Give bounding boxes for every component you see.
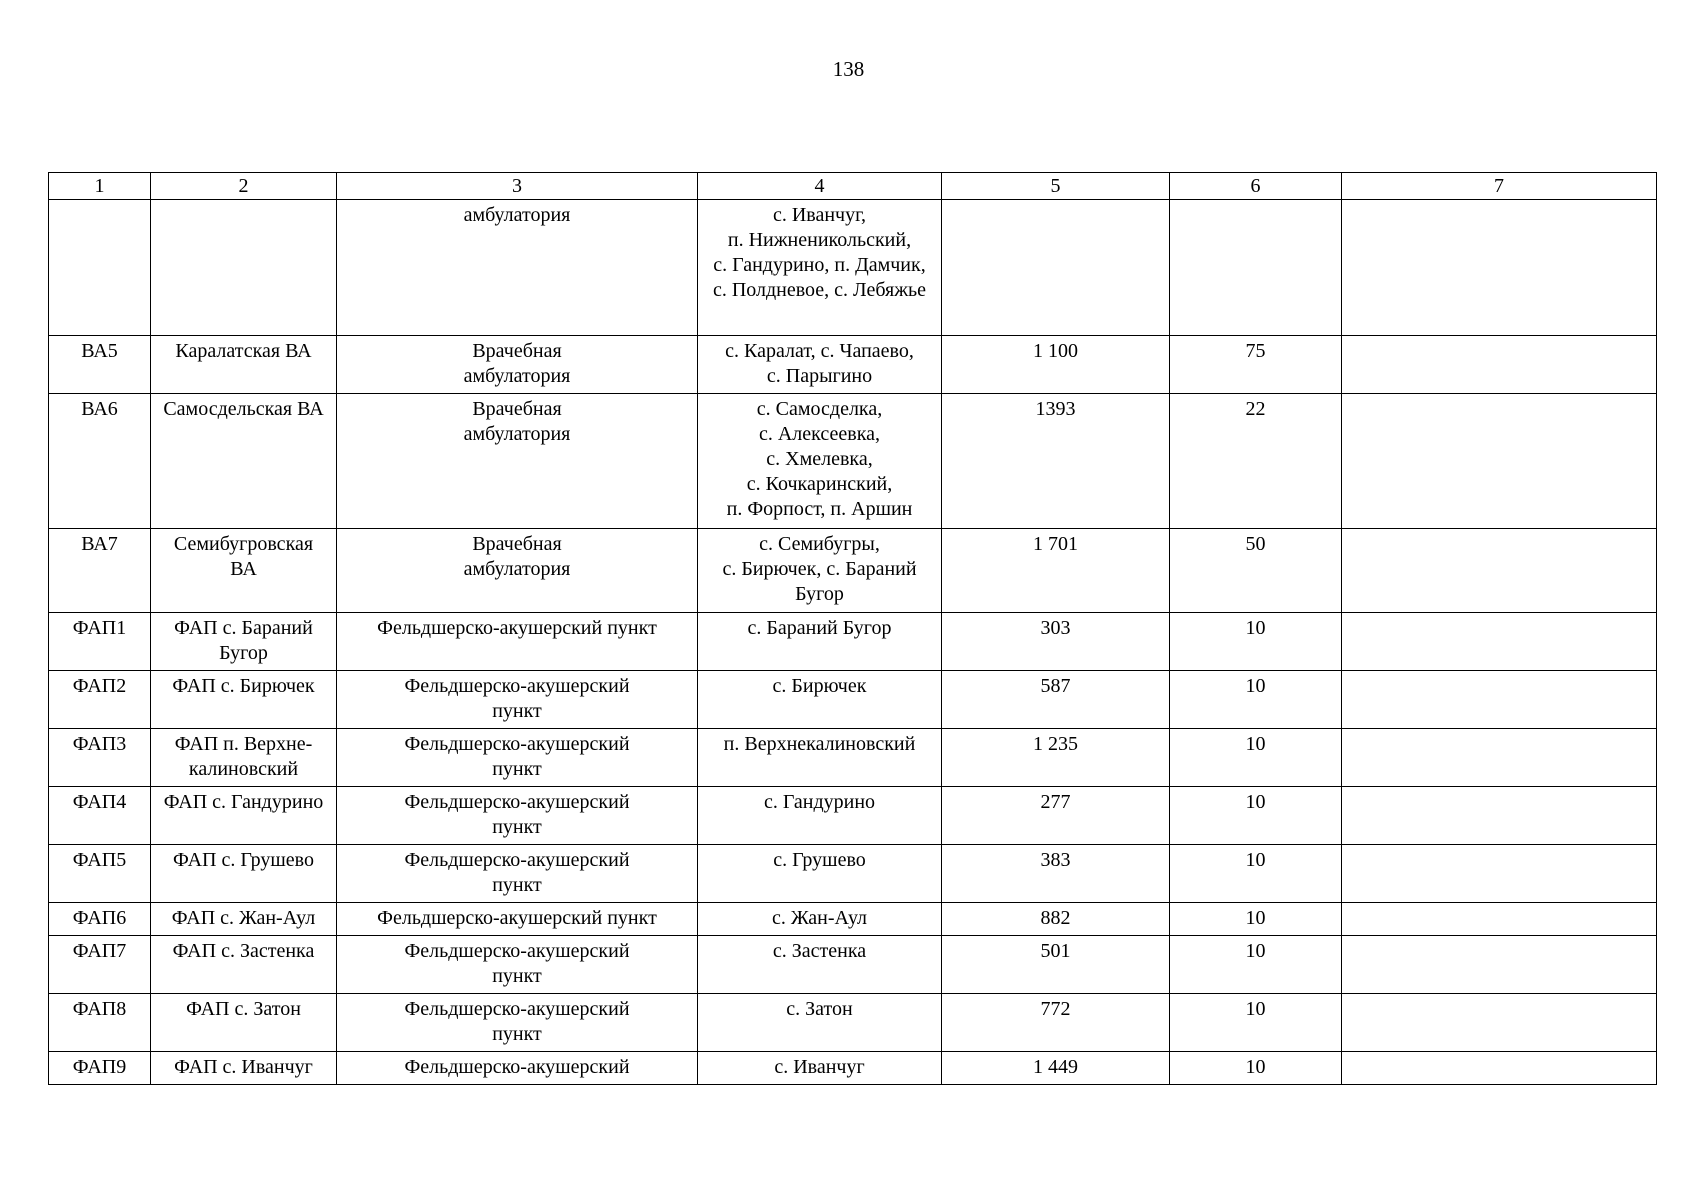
- table-cell: [698, 529, 942, 613]
- table-cell: [151, 336, 337, 394]
- table-cell: [151, 845, 337, 903]
- cell-text: 1 100: [1033, 340, 1078, 362]
- cell-text: Фельдшерско-акушерский пункт: [404, 791, 630, 838]
- table-cell: [1342, 936, 1657, 994]
- table-cell: [337, 394, 698, 529]
- table-cell: [1170, 903, 1342, 936]
- cell-text: ФАП3: [72, 733, 127, 755]
- cell-text: ФАП7: [72, 940, 127, 962]
- table-row: [49, 336, 1657, 394]
- table-cell: [151, 200, 337, 336]
- table-cell: [1342, 729, 1657, 787]
- table-cell: [1342, 671, 1657, 729]
- cell-text: Фельдшерско-акушерский пункт: [404, 998, 630, 1045]
- table-cell: [151, 1052, 337, 1085]
- table-cell: [698, 671, 942, 729]
- cell-text: 1393: [1035, 398, 1076, 420]
- table-cell: [942, 936, 1170, 994]
- cell-text: 10: [1245, 998, 1266, 1020]
- cell-text: п. Верхнекалиновский: [723, 733, 916, 755]
- table-cell: [337, 729, 698, 787]
- page-number: 138: [832, 57, 865, 81]
- table-cell: [151, 936, 337, 994]
- table-cell: [337, 994, 698, 1052]
- table-cell: [151, 394, 337, 529]
- table-cell: [1170, 729, 1342, 787]
- table-cell: [698, 845, 942, 903]
- table-cell: [942, 903, 1170, 936]
- cell-text: ВА6: [81, 398, 118, 420]
- column-header: 4: [698, 173, 942, 200]
- cell-text: 1 235: [1033, 733, 1078, 755]
- cell-text: ФАП с. Грушево: [173, 849, 314, 871]
- cell-text: ВА7: [81, 533, 118, 555]
- cell-text: с. Иванчуг, п. Нижненикольский, с. Гандурино, п. Дамчик, с. Полдневое, с. Лебяжье: [712, 204, 927, 301]
- cell-text: ФАП2: [72, 675, 127, 697]
- table-cell: [49, 200, 151, 336]
- table-cell: [1342, 394, 1657, 529]
- table-cell: [698, 1052, 942, 1085]
- table-cell: [1342, 200, 1657, 336]
- cell-text: с. Застенка: [772, 940, 867, 962]
- cell-text: 50: [1245, 533, 1266, 555]
- table-cell: [151, 613, 337, 671]
- table-cell: [1170, 336, 1342, 394]
- table-cell: [151, 671, 337, 729]
- table-cell: [49, 903, 151, 936]
- cell-text: ФАП п. Верхне- калиновский: [174, 733, 313, 780]
- table-cell: [151, 994, 337, 1052]
- table-cell: [1342, 613, 1657, 671]
- table-row: [49, 729, 1657, 787]
- table-cell: [337, 787, 698, 845]
- cell-text: Фельдшерско-акушерский пункт: [377, 617, 657, 639]
- table-cell: [1170, 845, 1342, 903]
- cell-text: Врачебная амбулатория: [463, 340, 571, 387]
- cell-text: Семибугровская ВА: [173, 533, 314, 580]
- cell-text: Фельдшерско-акушерский пункт: [404, 940, 630, 987]
- table-row: [49, 903, 1657, 936]
- table-cell: [1170, 1052, 1342, 1085]
- table-cell: [942, 845, 1170, 903]
- table-cell: [698, 729, 942, 787]
- table-cell: [1342, 994, 1657, 1052]
- column-header: 1: [49, 173, 151, 200]
- table-cell: [942, 1052, 1170, 1085]
- cell-text: 1 449: [1033, 1056, 1078, 1078]
- cell-text: Фельдшерско-акушерский пункт: [404, 675, 630, 722]
- cell-text: 1 701: [1033, 533, 1078, 555]
- cell-text: ФАП с. Затон: [186, 998, 301, 1020]
- table-cell: [698, 613, 942, 671]
- table-cell: [151, 787, 337, 845]
- cell-text: Фельдшерско-акушерский пункт: [404, 733, 630, 780]
- cell-text: 10: [1245, 1056, 1266, 1078]
- table-cell: [698, 200, 942, 336]
- table-cell: [942, 394, 1170, 529]
- table-row: [49, 613, 1657, 671]
- cell-text: 587: [1040, 675, 1071, 697]
- table-cell: [1170, 936, 1342, 994]
- cell-text: с. Гандурино: [763, 791, 876, 813]
- cell-text: ФАП с. Гандурино: [163, 791, 324, 813]
- cell-text: с. Грушево: [773, 849, 866, 871]
- cell-text: ФАП5: [72, 849, 127, 871]
- column-header: 3: [337, 173, 698, 200]
- table-cell: [1170, 613, 1342, 671]
- table-cell: [337, 936, 698, 994]
- table-cell: [942, 671, 1170, 729]
- table-cell: [1170, 200, 1342, 336]
- cell-text: 10: [1245, 791, 1266, 813]
- table-cell: [151, 729, 337, 787]
- cell-text: 383: [1040, 849, 1071, 871]
- table-cell: [698, 903, 942, 936]
- table-body: [49, 200, 1657, 1085]
- table-cell: [49, 1052, 151, 1085]
- table-cell: [1170, 671, 1342, 729]
- table-row: [49, 1052, 1657, 1085]
- cell-text: с. Каралат, с. Чапаево, с. Парыгино: [725, 340, 914, 387]
- column-header: 7: [1342, 173, 1657, 200]
- cell-text: ФАП с. Застенка: [172, 940, 315, 962]
- cell-text: с. Жан-Аул: [771, 907, 868, 929]
- cell-text: ФАП8: [72, 998, 127, 1020]
- cell-text: ФАП с. Бирючек: [172, 675, 315, 697]
- table-row: [49, 787, 1657, 845]
- table-row: [49, 394, 1657, 529]
- cell-text: 772: [1040, 998, 1071, 1020]
- cell-text: ВА5: [81, 340, 118, 362]
- cell-text: с. Бирючек: [772, 675, 867, 697]
- cell-text: 10: [1245, 675, 1266, 697]
- cell-text: с. Семибугры, с. Бирючек, с. Бараний Бугор: [722, 533, 917, 605]
- cell-text: 10: [1245, 940, 1266, 962]
- cell-text: Фельдшерско-акушерский: [404, 1056, 630, 1078]
- table-cell: [337, 845, 698, 903]
- table-cell: [337, 903, 698, 936]
- table-row: [49, 845, 1657, 903]
- table-cell: [698, 936, 942, 994]
- table-cell: [49, 671, 151, 729]
- table-cell: [49, 729, 151, 787]
- table-cell: [49, 936, 151, 994]
- cell-text: с. Затон: [786, 998, 853, 1020]
- cell-text: Самосдельская ВА: [163, 398, 324, 420]
- table-cell: [698, 336, 942, 394]
- table-cell: [1170, 787, 1342, 845]
- cell-text: ФАП9: [72, 1056, 127, 1078]
- table-cell: [698, 394, 942, 529]
- table-cell: [337, 613, 698, 671]
- table-cell: [49, 529, 151, 613]
- table-cell: [337, 529, 698, 613]
- cell-text: амбулатория: [463, 204, 571, 226]
- table-cell: [49, 787, 151, 845]
- table-cell: [1342, 336, 1657, 394]
- cell-text: ФАП с. Бараний Бугор: [174, 617, 313, 664]
- table-row: [49, 994, 1657, 1052]
- table-row: [49, 529, 1657, 613]
- cell-text: ФАП с. Жан-Аул: [171, 907, 316, 929]
- cell-text: 303: [1040, 617, 1071, 639]
- cell-text: ФАП4: [72, 791, 127, 813]
- table-cell: [337, 336, 698, 394]
- cell-text: ФАП1: [72, 617, 127, 639]
- table-cell: [1170, 994, 1342, 1052]
- cell-text: ФАП с. Иванчуг: [174, 1056, 313, 1078]
- table-cell: [1342, 903, 1657, 936]
- cell-text: 10: [1245, 617, 1266, 639]
- cell-text: Врачебная амбулатория: [463, 398, 571, 445]
- cell-text: 882: [1040, 907, 1071, 929]
- cell-text: 501: [1040, 940, 1071, 962]
- table-cell: [1342, 845, 1657, 903]
- cell-text: 10: [1245, 907, 1266, 929]
- table-cell: [942, 200, 1170, 336]
- table-cell: [942, 529, 1170, 613]
- cell-text: с. Иванчуг: [774, 1056, 865, 1078]
- column-header: 5: [942, 173, 1170, 200]
- table-cell: [942, 729, 1170, 787]
- cell-text: 10: [1245, 849, 1266, 871]
- cell-text: Врачебная амбулатория: [463, 533, 571, 580]
- table-cell: [942, 336, 1170, 394]
- cell-text: Каралатская ВА: [175, 340, 312, 362]
- table-cell: [337, 671, 698, 729]
- table-cell: [942, 787, 1170, 845]
- table-cell: [1342, 1052, 1657, 1085]
- table-cell: [151, 903, 337, 936]
- facilities-table: [48, 172, 1657, 1085]
- cell-text: с. Самосделка, с. Алексеевка, с. Хмелевка, с. Кочкаринский, п. Форпост, п. Аршин: [726, 398, 913, 520]
- column-header: 6: [1170, 173, 1342, 200]
- cell-text: 277: [1040, 791, 1071, 813]
- table-cell: [1170, 529, 1342, 613]
- table-cell: [49, 845, 151, 903]
- cell-text: 22: [1245, 398, 1266, 420]
- table-cell: [337, 1052, 698, 1085]
- header-row: [49, 173, 1657, 200]
- table-cell: [698, 994, 942, 1052]
- table-cell: [1342, 529, 1657, 613]
- cell-text: Фельдшерско-акушерский пункт: [377, 907, 657, 929]
- table-cell: [1342, 787, 1657, 845]
- table-cell: [942, 994, 1170, 1052]
- table-cell: [49, 613, 151, 671]
- cell-text: ФАП6: [72, 907, 127, 929]
- table-row: [49, 671, 1657, 729]
- table-cell: [49, 336, 151, 394]
- cell-text: с. Бараний Бугор: [747, 617, 892, 639]
- table-row: [49, 936, 1657, 994]
- cell-text: Фельдшерско-акушерский пункт: [404, 849, 630, 896]
- table-cell: [1170, 394, 1342, 529]
- table-cell: [942, 613, 1170, 671]
- table-cell: [698, 787, 942, 845]
- table-cell: [49, 994, 151, 1052]
- table-cell: [49, 394, 151, 529]
- column-header: 2: [151, 173, 337, 200]
- cell-text: 10: [1245, 733, 1266, 755]
- cell-text: 75: [1245, 340, 1266, 362]
- table-row: [49, 200, 1657, 336]
- table-cell: [337, 200, 698, 336]
- table-cell: [151, 529, 337, 613]
